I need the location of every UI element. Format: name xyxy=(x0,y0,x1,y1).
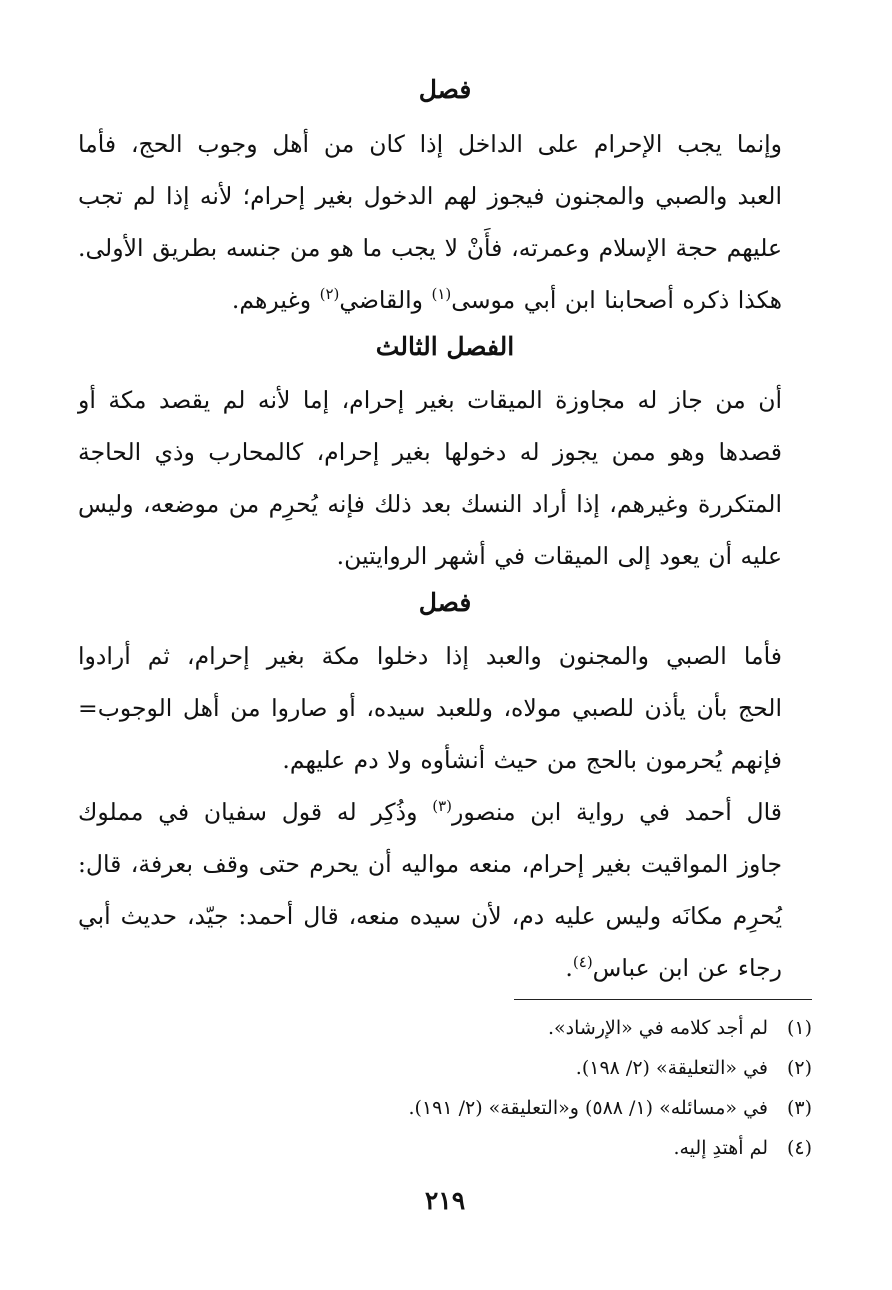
footnote-text: في «مسائله» (١/ ٥٨٨) و«التعليقة» (٢/ ١٩١). xyxy=(408,1097,768,1119)
text-segment: رجاء عن ابن عباس xyxy=(592,954,782,982)
text-line xyxy=(78,274,812,326)
footnote-separator xyxy=(514,999,812,1000)
paragraph-ihram-obligation xyxy=(78,118,812,326)
text-line: العبد والصبي والمجنون فيجوز لهم الدخول بغير إحرام؛ لأنه إذا لم تجب xyxy=(78,182,782,210)
footnote-item xyxy=(78,1128,812,1168)
text-segment: . xyxy=(565,954,573,982)
footnote-item xyxy=(78,1048,812,1088)
section-heading-fasl-1: فصل xyxy=(418,75,472,104)
footnote-number: (٤) xyxy=(786,1137,812,1159)
page-number: ٢١٩ xyxy=(424,1186,466,1215)
book-page xyxy=(78,0,812,1290)
text-line xyxy=(78,786,812,838)
text-segment: وذُكِر له قول سفيان في مملوك xyxy=(78,798,433,826)
footnote-number: (١) xyxy=(786,1017,812,1039)
paragraph-child-and-slave xyxy=(78,630,812,786)
footnote-item xyxy=(78,1088,812,1128)
footnote-ref-1: (١) xyxy=(431,285,452,303)
footnote-ref-4: (٤) xyxy=(572,953,593,971)
paragraph-ahmad-narration xyxy=(78,786,812,994)
text-line xyxy=(78,942,812,994)
text-segment: قال أحمد في رواية ابن منصور xyxy=(451,798,782,826)
text-line: الحج بأن يأذن للصبي مولاه، وللعبد سيده، أو صاروا من أهل الوجوب= xyxy=(78,694,782,722)
text-segment: وغيرهم. xyxy=(231,286,320,314)
text-line: يُحرِم مكانَه وليس عليه دم، لأن سيده منعه، قال أحمد: جيّد، حديث أبي xyxy=(78,902,782,930)
section-heading-fasl-2: فصل xyxy=(418,588,472,617)
text-line: جاوز المواقيت بغير إحرام، منعه مواليه أن يحرم حتى وقف بعرفة، قال: xyxy=(78,850,782,878)
footnote-ref-3: (٣) xyxy=(432,797,452,815)
footnote-text: لم أجد كلامه في «الإرشاد». xyxy=(547,1017,768,1039)
footnotes xyxy=(78,1008,812,1168)
text-line: أن من جاز له مجاوزة الميقات بغير إحرام، إما لأنه لم يقصد مكة أو xyxy=(78,386,782,414)
footnote-number: (٣) xyxy=(786,1097,812,1119)
footnote-ref-2: (٢) xyxy=(319,285,340,303)
text-line: عليه أن يعود إلى الميقات في أشهر الروايتين. xyxy=(336,542,782,570)
footnote-text: في «التعليقة» (٢/ ١٩٨). xyxy=(575,1057,768,1079)
footnote-number: (٢) xyxy=(786,1057,812,1079)
text-line: قصدها وهو ممن يجوز له دخولها بغير إحرام، كالمحارب وذي الحاجة xyxy=(78,438,782,466)
text-line: وإنما يجب الإحرام على الداخل إذا كان من أهل وجوب الحج، فأما xyxy=(78,130,782,158)
section-heading-third-chapter: الفصل الثالث xyxy=(375,332,515,361)
footnote-text: لم أهتدِ إليه. xyxy=(673,1137,768,1159)
footnote-item xyxy=(78,1008,812,1048)
paragraph-passing-miqat xyxy=(78,374,812,582)
text-line: فأما الصبي والمجنون والعبد إذا دخلوا مكة بغير إحرام، ثم أرادوا xyxy=(78,642,782,670)
text-line: فإنهم يُحرمون بالحج من حيث أنشأوه ولا دم عليهم. xyxy=(282,746,782,774)
text-line: عليهم حجة الإسلام وعمرته، فأَنْ لا يجب ما هو من جنسه بطريق الأولى. xyxy=(78,234,782,262)
text-segment: والقاضي xyxy=(339,286,432,314)
text-segment: هكذا ذكره أصحابنا ابن أبي موسى xyxy=(451,286,782,314)
text-line: المتكررة وغيرهم، إذا أراد النسك بعد ذلك فإنه يُحرِم من موضعه، وليس xyxy=(78,490,782,518)
